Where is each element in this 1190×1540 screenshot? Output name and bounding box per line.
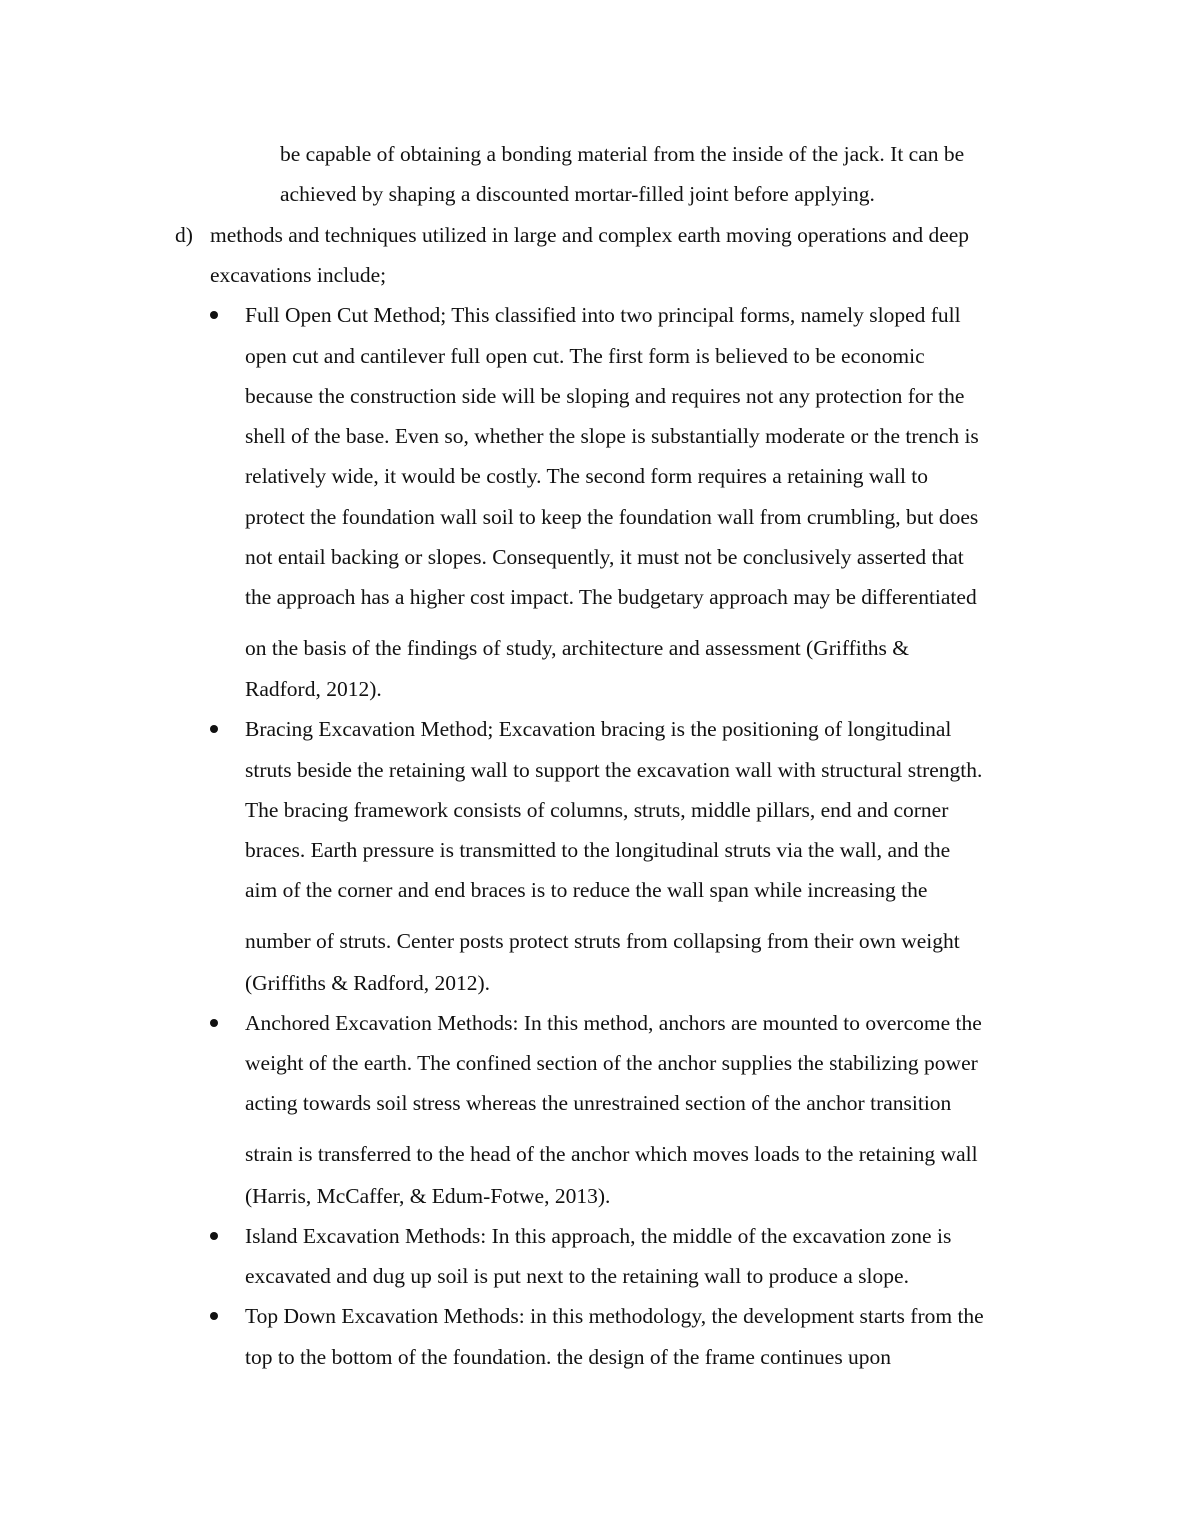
continuation-line-1: be capable of obtaining a bonding material from the inside of the jack. It can be (280, 142, 965, 166)
bullet-4-line-2: excavated and dug up soil is put next to the retaining wall to produce a slope. (245, 1264, 909, 1288)
bullet-2-line-7: (Griffiths & Radford, 2012). (245, 971, 491, 995)
bullet-1-line-4: shell of the base. Even so, whether the slope is substantially moderate or the trench is (245, 424, 979, 448)
bullet-1-line-8: the approach has a higher cost impact. The budgetary approach may be differentiated (245, 585, 977, 609)
bullet-1-line-2: open cut and cantilever full open cut. The first form is believed to be economic (245, 344, 925, 368)
list-marker-d: d) (175, 223, 193, 247)
bullet-1-line-6: protect the foundation wall soil to keep the foundation wall from crumbling, but does (245, 505, 979, 529)
bullet-icon (210, 1232, 218, 1240)
bullet-2-line-3: The bracing framework consists of columns, struts, middle pillars, end and corner (245, 798, 949, 822)
bullet-icon (210, 725, 218, 733)
bullet-1-line-3: because the construction side will be sloping and requires not any protection for the (245, 384, 965, 408)
bullet-3-line-4: strain is transferred to the head of the anchor which moves loads to the retaining wall (245, 1142, 978, 1166)
bullet-3-line-3: acting towards soil stress whereas the unrestrained section of the anchor transition (245, 1091, 952, 1115)
bullet-1-line-10: Radford, 2012). (245, 677, 382, 701)
bullet-2-line-5: aim of the corner and end braces is to reduce the wall span while increasing the (245, 878, 928, 902)
item-d-line-1: methods and techniques utilized in large and complex earth moving operations and deep (210, 223, 970, 247)
bullet-5-line-2: top to the bottom of the foundation. the design of the frame continues upon (245, 1345, 892, 1369)
bullet-4-line-1: Island Excavation Methods: In this approach, the middle of the excavation zone is (245, 1224, 952, 1248)
bullet-1-line-1: Full Open Cut Method; This classified into two principal forms, namely sloped full (245, 303, 961, 327)
bullet-icon (210, 311, 218, 319)
bullet-3-line-5: (Harris, McCaffer, & Edum-Fotwe, 2013). (245, 1184, 611, 1208)
bullet-3-line-1: Anchored Excavation Methods: In this method, anchors are mounted to overcome the (245, 1011, 982, 1035)
bullet-1-line-9: on the basis of the findings of study, architecture and assessment (Griffiths & (245, 636, 909, 660)
item-d-line-2: excavations include; (210, 263, 387, 287)
bullet-1-line-5: relatively wide, it would be costly. The second form requires a retaining wall to (245, 464, 929, 488)
bullet-2-line-2: struts beside the retaining wall to support the excavation wall with structural strength. (245, 758, 983, 782)
bullet-icon (210, 1312, 218, 1320)
continuation-line-2: achieved by shaping a discounted mortar-filled joint before applying. (280, 182, 875, 206)
bullet-icon (210, 1019, 218, 1027)
bullet-5-line-1: Top Down Excavation Methods: in this methodology, the development starts from the (245, 1304, 984, 1328)
bullet-2-line-6: number of struts. Center posts protect struts from collapsing from their own weight (245, 929, 960, 953)
bullet-1-line-7: not entail backing or slopes. Consequently, it must not be conclusively asserted that (245, 545, 964, 569)
bullet-2-line-4: braces. Earth pressure is transmitted to the longitudinal struts via the wall, and the (245, 838, 951, 862)
bullet-2-line-1: Bracing Excavation Method; Excavation bracing is the positioning of longitudinal (245, 717, 952, 741)
bullet-3-line-2: weight of the earth. The confined section of the anchor supplies the stabilizing power (245, 1051, 978, 1075)
